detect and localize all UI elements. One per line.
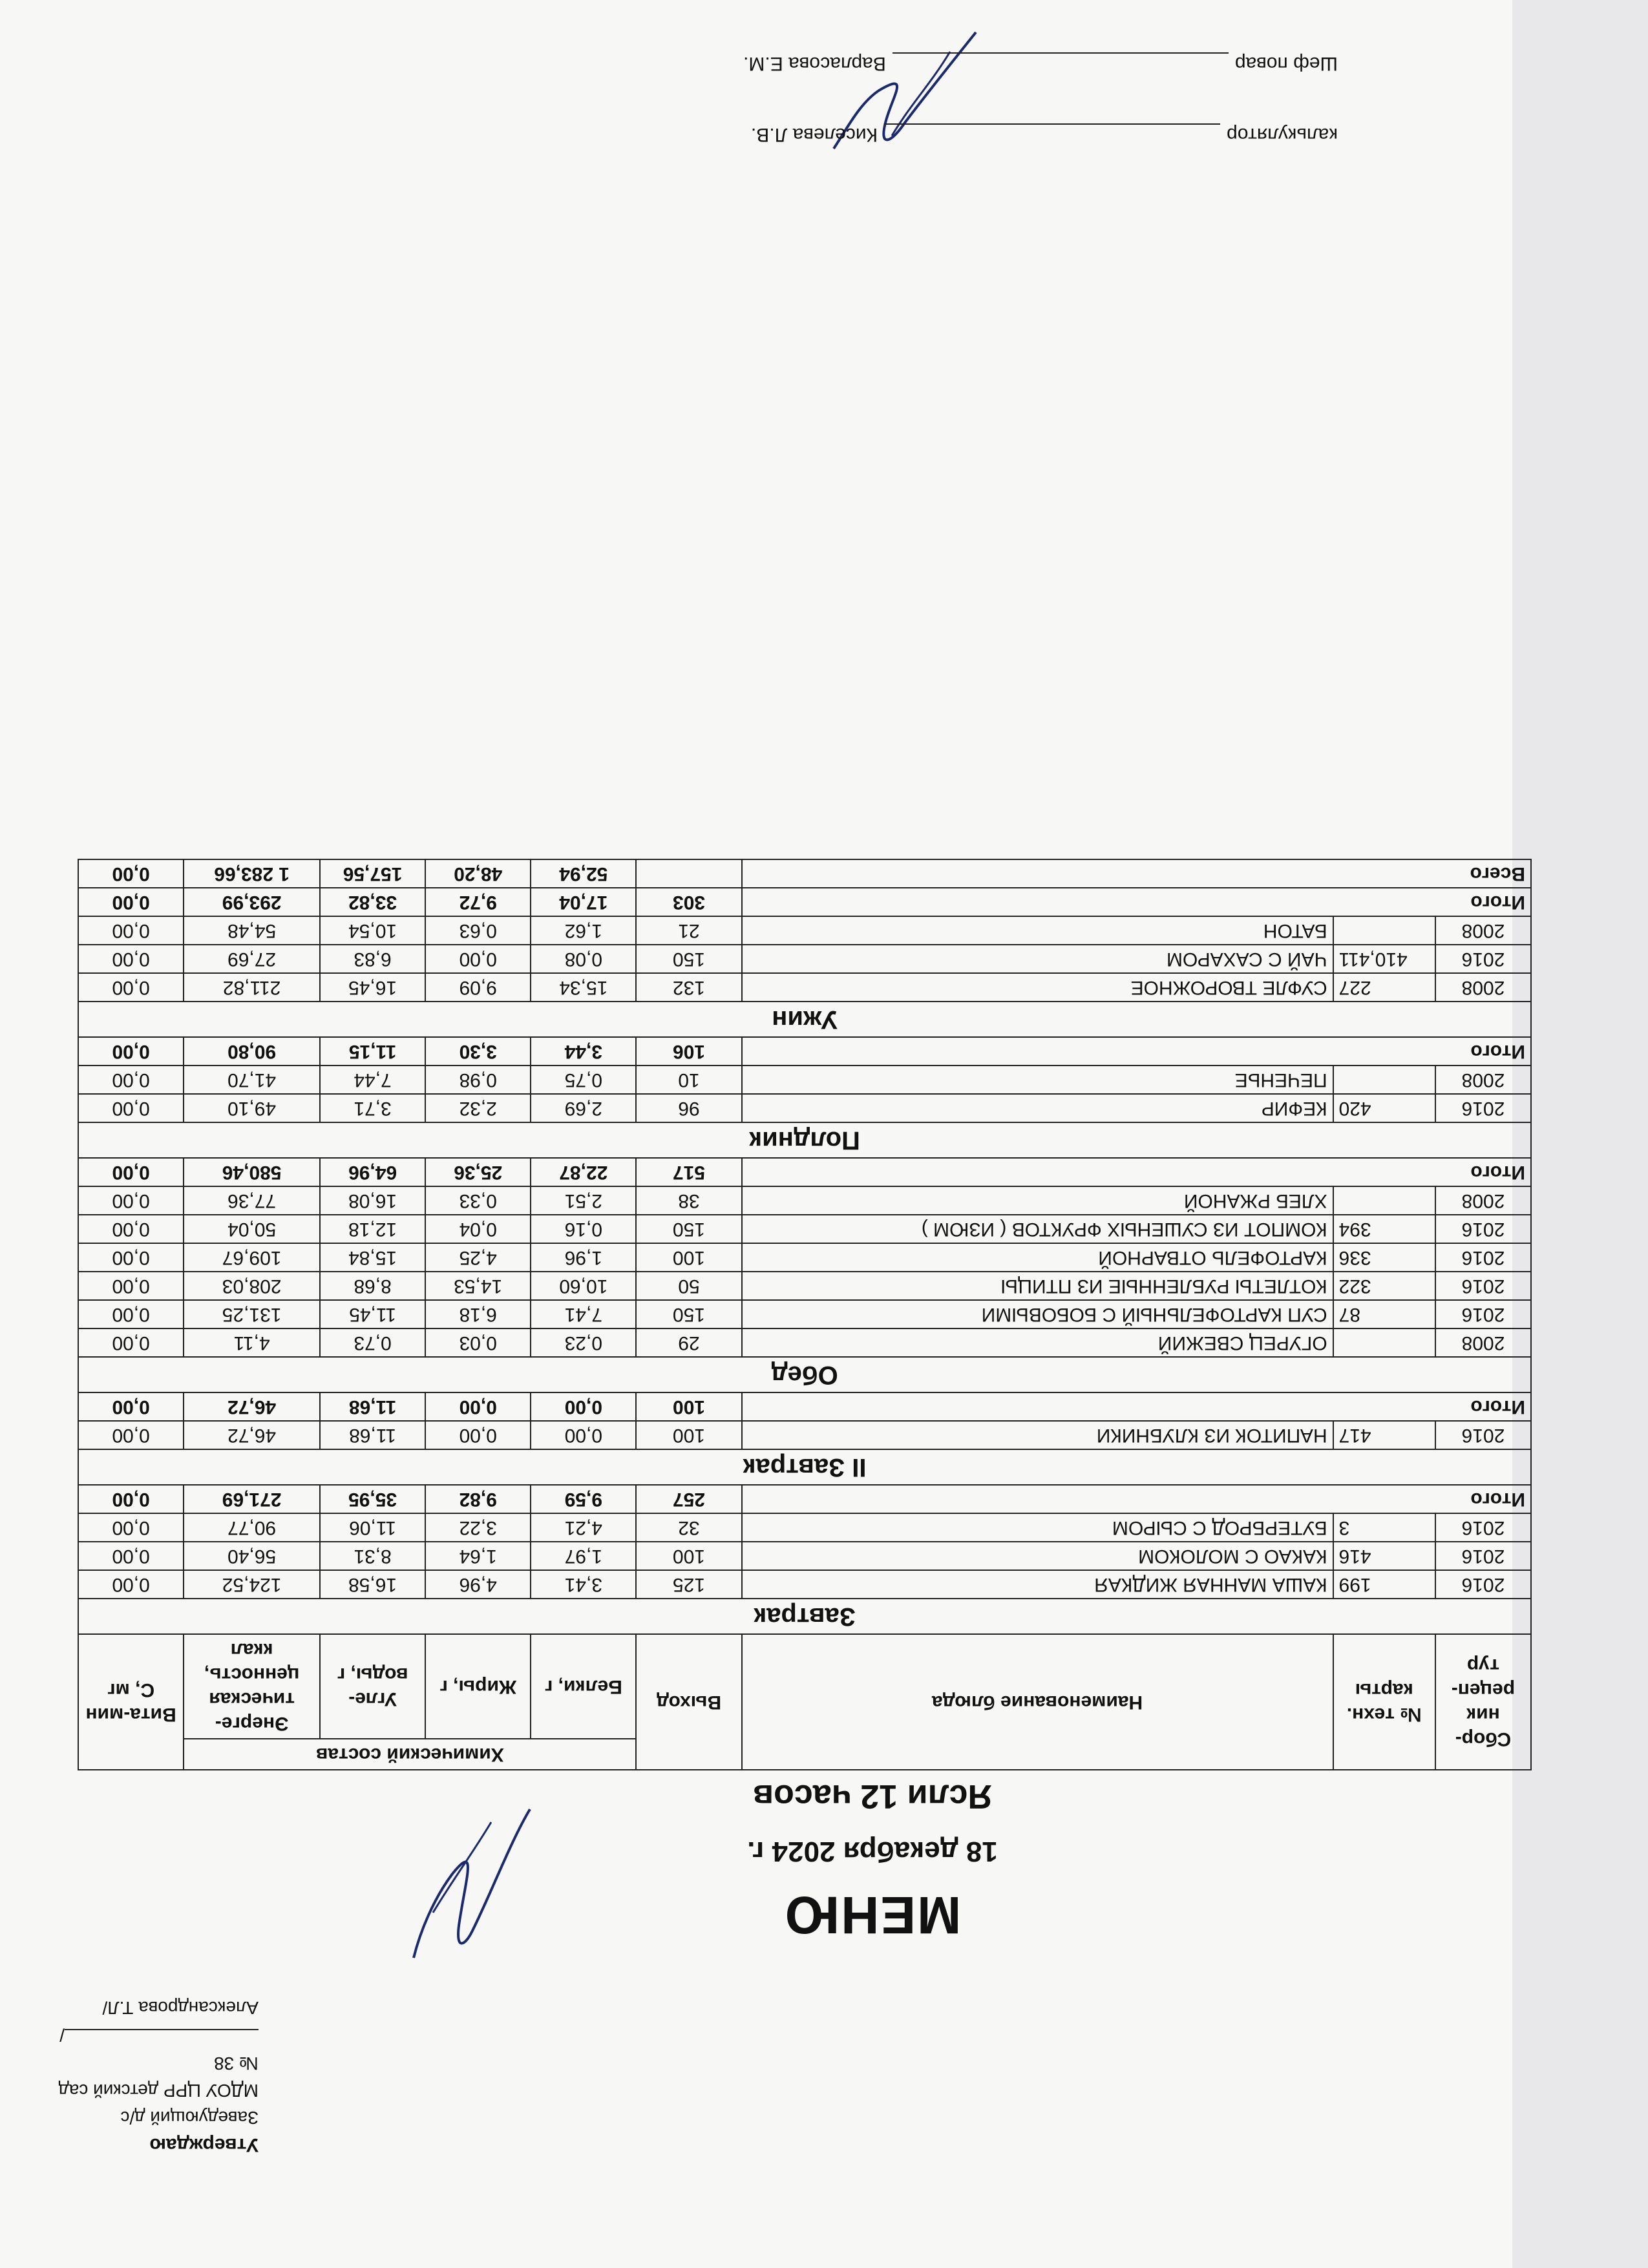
table-cell: 10,60: [531, 1272, 636, 1300]
table-cell: 9,09: [425, 973, 531, 1002]
table-cell: 11,45: [320, 1300, 425, 1328]
table-cell: 125: [636, 1570, 741, 1599]
table-cell: 420: [1333, 1094, 1435, 1122]
table-cell: БУТЕРБРОД С СЫРОМ: [742, 1513, 1333, 1542]
grand-total-cell: 52,94: [531, 859, 636, 888]
table-cell: 90,77: [184, 1513, 320, 1542]
table-cell: 56,40: [184, 1542, 320, 1570]
col-chem: Химический состав: [184, 1739, 636, 1770]
total-cell: 3,30: [425, 1037, 531, 1066]
table-cell: 0,00: [78, 1513, 184, 1542]
table-cell: 2008: [1435, 1066, 1531, 1094]
table-cell: 0,03: [425, 1328, 531, 1357]
table-cell: 3: [1333, 1513, 1435, 1542]
table-row: [78, 1243, 1531, 1272]
table-cell: 54,48: [184, 916, 320, 945]
table-cell: 7,44: [320, 1066, 425, 1094]
total-cell: 271,69: [184, 1485, 320, 1513]
table-cell: 41,70: [184, 1066, 320, 1094]
total-row: [78, 1037, 1531, 1066]
table-cell: 12,18: [320, 1215, 425, 1243]
table-cell: 2016: [1435, 945, 1531, 973]
total-cell: 257: [636, 1485, 741, 1513]
col-protein: Белки, г: [531, 1634, 636, 1739]
table-cell: 208,03: [184, 1272, 320, 1300]
total-cell: 0,00: [425, 1392, 531, 1421]
total-cell: 22,87: [531, 1158, 636, 1186]
total-cell: 517: [636, 1158, 741, 1186]
table-cell: 0,04: [425, 1215, 531, 1243]
table-cell: 0,00: [78, 973, 184, 1002]
total-cell: 9,59: [531, 1485, 636, 1513]
total-cell: 106: [636, 1037, 741, 1066]
table-cell: 8,31: [320, 1542, 425, 1570]
table-cell: 394: [1333, 1215, 1435, 1243]
signature-line: [893, 52, 1229, 72]
table-row: [78, 916, 1531, 945]
table-cell: 7,41: [531, 1300, 636, 1328]
table-cell: 124,52: [184, 1570, 320, 1599]
table-cell: ОГУРЕЦ СВЕЖИЙ: [742, 1328, 1333, 1357]
total-cell: 100: [636, 1392, 741, 1421]
signature-name: Варласова Е.М.: [743, 53, 886, 74]
total-cell: 35,95: [320, 1485, 425, 1513]
table-cell: 150: [636, 1300, 741, 1328]
table-cell: 15,34: [531, 973, 636, 1002]
table-cell: 0,98: [425, 1066, 531, 1094]
total-cell: 64,96: [320, 1158, 425, 1186]
table-cell: 38: [636, 1186, 741, 1215]
grand-total-label: Всего: [742, 859, 1531, 888]
total-cell: 90,80: [184, 1037, 320, 1066]
grand-total-cell: 0,00: [78, 859, 184, 888]
table-cell: КОТЛЕТЫ РУБЛЕННЫЕ ИЗ ПТИЦЫ: [742, 1272, 1333, 1300]
table-cell: 100: [636, 1542, 741, 1570]
section-title: Обед: [78, 1357, 1531, 1392]
table-cell: СУП КАРТОФЕЛЬНЫЙ С БОБОВЫМИ: [742, 1300, 1333, 1328]
table-cell: 4,96: [425, 1570, 531, 1599]
table-cell: 2008: [1435, 973, 1531, 1002]
table-cell: 2016: [1435, 1513, 1531, 1542]
menu-date: 18 декабря 2024 г.: [747, 1836, 998, 1867]
signature-role: Шеф повар: [1234, 53, 1338, 74]
table-cell: НАПИТОК ИЗ КЛУБНИКИ: [742, 1421, 1333, 1449]
table-cell: 0,00: [78, 916, 184, 945]
table-cell: 211,82: [184, 973, 320, 1002]
table-cell: 3,41: [531, 1570, 636, 1599]
menu-table: [78, 859, 1532, 1770]
table-cell: 3,71: [320, 1094, 425, 1122]
table-cell: 227: [1333, 973, 1435, 1002]
table-cell: 14,53: [425, 1272, 531, 1300]
total-cell: 25,36: [425, 1158, 531, 1186]
section-title: Ужин: [78, 1002, 1531, 1037]
total-row: [78, 1485, 1531, 1513]
table-cell: 77,36: [184, 1186, 320, 1215]
table-cell: 8,68: [320, 1272, 425, 1300]
total-cell: 9,82: [425, 1485, 531, 1513]
table-cell: 49,10: [184, 1094, 320, 1122]
table-row: [78, 1570, 1531, 1599]
total-cell: 0,00: [78, 1485, 184, 1513]
table-row: [78, 1542, 1531, 1570]
table-cell: 21: [636, 916, 741, 945]
table-cell: 0,73: [320, 1328, 425, 1357]
total-cell: 3,44: [531, 1037, 636, 1066]
approval-line1: Заведующий д/с: [120, 2108, 259, 2128]
total-row: [78, 1158, 1531, 1186]
table-cell: 2016: [1435, 1215, 1531, 1243]
table-cell: 0,00: [78, 1215, 184, 1243]
table-cell: 2,69: [531, 1094, 636, 1122]
table-cell: 46,72: [184, 1421, 320, 1449]
table-cell: 1,64: [425, 1542, 531, 1570]
total-cell: 0,00: [78, 1392, 184, 1421]
table-cell: БАТОН: [742, 916, 1333, 945]
total-cell: 0,00: [78, 888, 184, 916]
table-cell: ЧАЙ С САХАРОМ: [742, 945, 1333, 973]
col-source: Сбор-ник рецеп-тур: [1435, 1634, 1531, 1770]
grand-total-cell: 1 283,66: [184, 859, 320, 888]
table-cell: 15,84: [320, 1243, 425, 1272]
signature-line: [884, 123, 1220, 143]
table-cell: 416: [1333, 1542, 1435, 1570]
section-header-row: [78, 1357, 1531, 1392]
table-cell: 1,97: [531, 1542, 636, 1570]
table-cell: 0,00: [78, 1094, 184, 1122]
col-energy: Энерге-тическая ценность, ккал: [184, 1634, 320, 1739]
table-cell: КЕФИР: [742, 1094, 1333, 1122]
table-cell: 132: [636, 973, 741, 1002]
total-cell: 17,04: [531, 888, 636, 916]
table-cell: 0,00: [425, 1421, 531, 1449]
table-cell: 1,62: [531, 916, 636, 945]
table-cell: 0,23: [531, 1328, 636, 1357]
table-cell: 10,54: [320, 916, 425, 945]
approval-block: [45, 1994, 259, 2158]
total-cell: 580,46: [184, 1158, 320, 1186]
table-cell: 1,96: [531, 1243, 636, 1272]
total-cell: 0,00: [78, 1037, 184, 1066]
table-cell: 2016: [1435, 1570, 1531, 1599]
total-row: [78, 1392, 1531, 1421]
table-cell: 2,32: [425, 1094, 531, 1122]
grand-total-cell: [636, 859, 741, 888]
table-cell: 6,83: [320, 945, 425, 973]
table-cell: 4,11: [184, 1328, 320, 1357]
approval-heading: Утверждаю: [149, 2134, 259, 2156]
table-cell: 0,63: [425, 916, 531, 945]
approval-signature-line: [65, 2029, 259, 2050]
table-cell: 0,00: [78, 1186, 184, 1215]
table-cell: СУФЛЕ ТВОРОЖНОЕ: [742, 973, 1333, 1002]
table-row: [78, 1300, 1531, 1328]
table-cell: 0,00: [78, 1300, 184, 1328]
table-cell: 27,69: [184, 945, 320, 973]
table-cell: КАРТОФЕЛЬ ОТВАРНОЙ: [742, 1243, 1333, 1272]
table-cell: 100: [636, 1421, 741, 1449]
table-cell: КАША МАННАЯ ЖИДКАЯ: [742, 1570, 1333, 1599]
table-cell: [1333, 916, 1435, 945]
table-row: [78, 1066, 1531, 1094]
total-cell: 0,00: [78, 1158, 184, 1186]
table-cell: 100: [636, 1243, 741, 1272]
table-row: [78, 1215, 1531, 1243]
table-cell: 4,21: [531, 1513, 636, 1542]
section-title: Полдник: [78, 1122, 1531, 1158]
signature-role: калькулятор: [1227, 124, 1338, 145]
menu-body: [78, 859, 1531, 1634]
signature-row-calculator: [751, 123, 1338, 145]
section-title: Завтрак: [78, 1599, 1531, 1634]
table-cell: 0,00: [78, 1542, 184, 1570]
total-label: Итого: [742, 1037, 1531, 1066]
table-cell: 131,25: [184, 1300, 320, 1328]
table-cell: 417: [1333, 1421, 1435, 1449]
table-cell: 0,75: [531, 1066, 636, 1094]
total-cell: 33,82: [320, 888, 425, 916]
menu-group: Ясли 12 часов: [753, 1778, 992, 1815]
grand-total-cell: 48,20: [425, 859, 531, 888]
table-cell: 2008: [1435, 916, 1531, 945]
table-cell: 32: [636, 1513, 741, 1542]
approval-signer-row: [45, 1994, 259, 2050]
table-cell: 16,58: [320, 1570, 425, 1599]
table-cell: 410,411: [1333, 945, 1435, 973]
table-cell: 0,00: [531, 1421, 636, 1449]
table-cell: 0,16: [531, 1215, 636, 1243]
table-cell: 336: [1333, 1243, 1435, 1272]
table-cell: 10: [636, 1066, 741, 1094]
table-cell: 11,06: [320, 1513, 425, 1542]
table-cell: 109,67: [184, 1243, 320, 1272]
total-label: Итого: [742, 1485, 1531, 1513]
col-vitamin: Вита-мин С, мг: [78, 1634, 184, 1770]
section-title: II Завтрак: [78, 1449, 1531, 1485]
table-cell: 16,08: [320, 1186, 425, 1215]
table-cell: 2016: [1435, 1542, 1531, 1570]
total-label: Итого: [742, 1392, 1531, 1421]
total-cell: 11,68: [320, 1392, 425, 1421]
table-cell: 150: [636, 945, 741, 973]
page-title: МЕНЮ: [783, 1885, 962, 1944]
table-cell: 0,00: [78, 1243, 184, 1272]
table-cell: 0,08: [531, 945, 636, 973]
table-cell: 0,00: [78, 1570, 184, 1599]
section-header-row: [78, 1002, 1531, 1037]
table-cell: 2016: [1435, 1300, 1531, 1328]
table-cell: 2008: [1435, 1328, 1531, 1357]
signature-row-chef: [743, 52, 1338, 74]
table-cell: 0,00: [78, 1272, 184, 1300]
total-cell: 303: [636, 888, 741, 916]
table-cell: КОМПОТ ИЗ СУШЕНЫХ ФРУКТОВ ( ИЗЮМ ): [742, 1215, 1333, 1243]
section-header-row: [78, 1122, 1531, 1158]
table-cell: 2008: [1435, 1186, 1531, 1215]
table-cell: 2016: [1435, 1243, 1531, 1272]
table-cell: 50: [636, 1272, 741, 1300]
total-cell: 46,72: [184, 1392, 320, 1421]
grand-total-row: [78, 859, 1531, 888]
total-cell: 9,72: [425, 888, 531, 916]
table-cell: 3,22: [425, 1513, 531, 1542]
table-cell: 322: [1333, 1272, 1435, 1300]
table-cell: 2,51: [531, 1186, 636, 1215]
col-name: Наименование блюда: [742, 1634, 1333, 1770]
table-cell: 50,04: [184, 1215, 320, 1243]
total-cell: 11,15: [320, 1037, 425, 1066]
table-cell: 150: [636, 1215, 741, 1243]
section-header-row: [78, 1599, 1531, 1634]
total-label: Итого: [742, 1158, 1531, 1186]
table-cell: 29: [636, 1328, 741, 1357]
table-cell: 2016: [1435, 1094, 1531, 1122]
table-cell: 16,45: [320, 973, 425, 1002]
table-cell: КАКАО С МОЛОКОМ: [742, 1542, 1333, 1570]
table-cell: 199: [1333, 1570, 1435, 1599]
col-carbs: Угле-воды, г: [320, 1634, 425, 1739]
table-cell: 0,00: [425, 945, 531, 973]
table-row: [78, 945, 1531, 973]
table-cell: 87: [1333, 1300, 1435, 1328]
table-cell: ПЕЧЕНЬЕ: [742, 1066, 1333, 1094]
total-cell: 0,00: [531, 1392, 636, 1421]
grand-total-cell: 157,56: [320, 859, 425, 888]
signature-name: Киселева Л.В.: [750, 124, 878, 145]
table-row: [78, 1186, 1531, 1215]
table-cell: 2016: [1435, 1272, 1531, 1300]
table-cell: ХЛЕБ РЖАНОЙ: [742, 1186, 1333, 1215]
total-label: Итого: [742, 888, 1531, 916]
table-cell: 0,00: [78, 1328, 184, 1357]
table-row: [78, 1094, 1531, 1122]
table-cell: 0,33: [425, 1186, 531, 1215]
table-row: [78, 973, 1531, 1002]
col-card: № техн. карты: [1333, 1634, 1435, 1770]
table-row: [78, 1421, 1531, 1449]
table-cell: [1333, 1328, 1435, 1357]
table-cell: 96: [636, 1094, 741, 1122]
table-cell: 0,00: [78, 945, 184, 973]
table-cell: [1333, 1186, 1435, 1215]
table-cell: 0,00: [78, 1421, 184, 1449]
table-cell: 2016: [1435, 1421, 1531, 1449]
table-cell: 4,25: [425, 1243, 531, 1272]
table-cell: [1333, 1066, 1435, 1094]
table-cell: 6,18: [425, 1300, 531, 1328]
table-row: [78, 1328, 1531, 1357]
col-yield: Выход: [636, 1634, 741, 1770]
table-row: [78, 1513, 1531, 1542]
approval-line2: МДОУ ЦРР детский сад № 38: [58, 2053, 259, 2101]
total-row: [78, 888, 1531, 916]
table-cell: 11,68: [320, 1421, 425, 1449]
section-header-row: [78, 1449, 1531, 1485]
table-cell: 0,00: [78, 1066, 184, 1094]
approval-signer: /Александрова Т.Л/: [59, 1998, 259, 2045]
table-row: [78, 1272, 1531, 1300]
total-cell: 293,99: [184, 888, 320, 916]
col-fat: Жиры, г: [425, 1634, 531, 1739]
